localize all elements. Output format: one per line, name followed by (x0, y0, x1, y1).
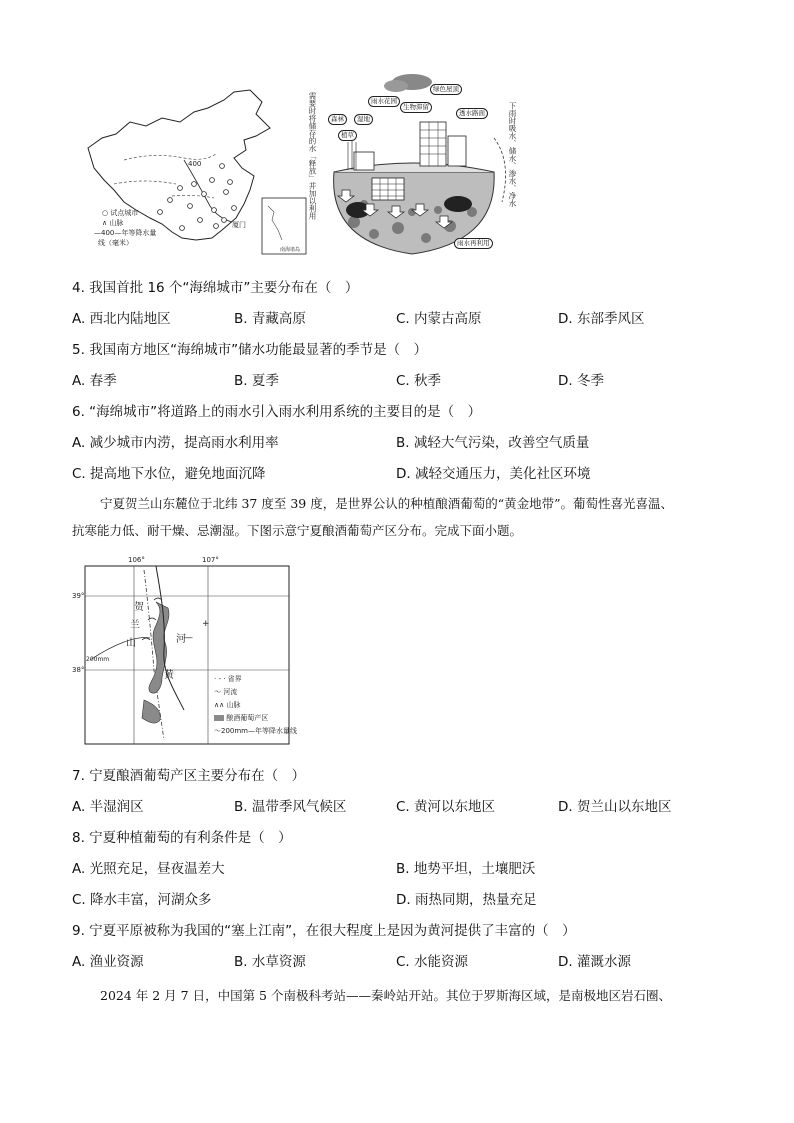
q7-option-c[interactable]: C. 黄河以东地区 (396, 799, 496, 815)
passage-ningxia-line-2: 抗寒能力低、耐干燥、忌潮湿。下图示意宁夏酿酒葡萄产区分布。完成下面小题。 (72, 523, 523, 538)
mountain-char-lan: 兰 (130, 620, 140, 631)
grape-area-swatch (214, 715, 224, 721)
q4-option-a[interactable]: A. 西北内陆地区 (72, 311, 171, 327)
question-4: 4. 我国首批 16 个“海绵城市”主要分布在（ ） (72, 280, 359, 296)
lon-106-label: 106° (128, 556, 145, 564)
legend-province-border: · - · 省界 (214, 675, 242, 683)
ningxia-legend (214, 674, 314, 736)
q9-option-c[interactable]: C. 水能资源 (396, 954, 469, 970)
passage-ningxia (72, 490, 732, 544)
legend-mountain: ∧∧ 山脉 (214, 701, 241, 709)
ningxia-map-figure (72, 556, 316, 746)
q4-option-b[interactable]: B. 青藏高原 (234, 311, 306, 327)
q8-option-d[interactable]: D. 雨热同期，热量充足 (396, 892, 537, 908)
q6-option-b[interactable]: B. 减轻大气污染，改善空气质量 (396, 435, 590, 451)
legend-pilot-city: ○ 试点城市 (102, 209, 139, 217)
legend-grape-area: 酿酒葡萄产区 (214, 713, 314, 723)
q5-option-d[interactable]: D. 冬季 (558, 373, 604, 389)
sponge-city-diagram (308, 72, 520, 264)
lat-38-label: 38° (72, 666, 85, 674)
mountain-char-he: 贺 (134, 602, 144, 613)
passage-antarctic-line-1: 2024 年 2 月 7 日，中国第 5 个南极科考站——秦岭站开站。其位于罗斯海区域，是南极地区岩石圈、 (100, 988, 671, 1003)
tag-permeable-pavement: 透水路面 (456, 108, 488, 119)
tag-rain-reuse: 雨水再利用 (454, 238, 493, 249)
svg-text:—: — (184, 633, 193, 643)
q8-option-c[interactable]: C. 降水丰富，河湖众多 (72, 892, 212, 908)
q7-option-b[interactable]: B. 温带季风气候区 (234, 799, 347, 815)
legend-river: ～ 河流 (214, 688, 238, 696)
tag-green-roof: 绿色屋顶 (430, 84, 462, 95)
q6-option-c[interactable]: C. 提高地下水位，避免地面沉降 (72, 466, 266, 482)
q4-option-c[interactable]: C. 内蒙古高原 (396, 311, 482, 327)
q8-option-b[interactable]: B. 地势平坦，土壤肥沃 (396, 861, 536, 877)
passage-antarctic (72, 982, 732, 1009)
sponge-left-text: 需要时将储存的水「释放」并加以利用 (308, 92, 317, 220)
svg-text:+: + (202, 619, 210, 629)
river-char-huang: 黄 (164, 670, 174, 681)
isoline-200-label: 200mm (86, 656, 110, 663)
question-6: 6. “海绵城市”将道路上的雨水引入雨水利用系统的主要目的是（ ） (72, 404, 482, 420)
legend-mountain: ∧ 山脉 (102, 219, 124, 227)
q5-option-b[interactable]: B. 夏季 (234, 373, 279, 389)
q7-option-d[interactable]: D. 贺兰山以东地区 (558, 799, 672, 815)
q7-option-a[interactable]: A. 半湿润区 (72, 799, 144, 815)
china-map-figure (84, 88, 312, 264)
q9-option-b[interactable]: B. 水草资源 (234, 954, 306, 970)
question-7: 7. 宁夏酿酒葡萄产区主要分布在（ ） (72, 768, 306, 784)
city-label: 厦门 (232, 221, 246, 229)
q6-option-d[interactable]: D. 减轻交通压力，美化社区环境 (396, 466, 591, 482)
legend-isoline: —400—年等降水量 (94, 229, 157, 237)
isoline-label: 400 (188, 160, 202, 168)
question-8: 8. 宁夏种植葡萄的有利条件是（ ） (72, 830, 292, 846)
lon-107-label: 107° (202, 556, 219, 564)
passage-ningxia-line-1: 宁夏贺兰山东麓位于北纬 37 度至 39 度，是世界公认的种植酿酒葡萄的“黄金地带”。葡萄性喜光喜温、 (100, 496, 673, 511)
tag-rain-garden: 雨水花园 (368, 96, 400, 107)
tag-grass: 植草 (338, 130, 357, 141)
tag-bioretention: 生物滞留 (400, 102, 432, 113)
mountain-char-shan: 山 (126, 638, 136, 649)
q6-option-a[interactable]: A. 减少城市内涝，提高雨水利用率 (72, 435, 279, 451)
q5-option-a[interactable]: A. 春季 (72, 373, 117, 389)
q9-option-d[interactable]: D. 灌溉水源 (558, 954, 631, 970)
question-5: 5. 我国南方地区“海绵城市”储水功能最显著的季节是（ ） (72, 342, 428, 358)
q5-option-c[interactable]: C. 秋季 (396, 373, 442, 389)
q8-option-a[interactable]: A. 光照充足，昼夜温差大 (72, 861, 225, 877)
sponge-illustration (308, 72, 520, 264)
legend-isoline: ～200mm—年等降水量线 (214, 727, 297, 735)
q4-option-d[interactable]: D. 东部季风区 (558, 311, 645, 327)
q9-option-a[interactable]: A. 渔业资源 (72, 954, 144, 970)
inset-label: 南海诸岛 (280, 247, 301, 253)
tag-forest: 森林 (328, 114, 347, 125)
lat-39-label: 39° (72, 592, 85, 600)
tag-wetland: 湿地 (354, 114, 373, 125)
sponge-right-text: 下雨时吸水、储水、渗水、净水 (508, 102, 517, 207)
legend-isoline-unit: 线（毫米） (98, 239, 133, 247)
question-9: 9. 宁夏平原被称为我国的“塞上江南”，在很大程度上是因为黄河提供了丰富的（ ） (72, 923, 576, 939)
river-char-he: 河 (176, 634, 186, 645)
